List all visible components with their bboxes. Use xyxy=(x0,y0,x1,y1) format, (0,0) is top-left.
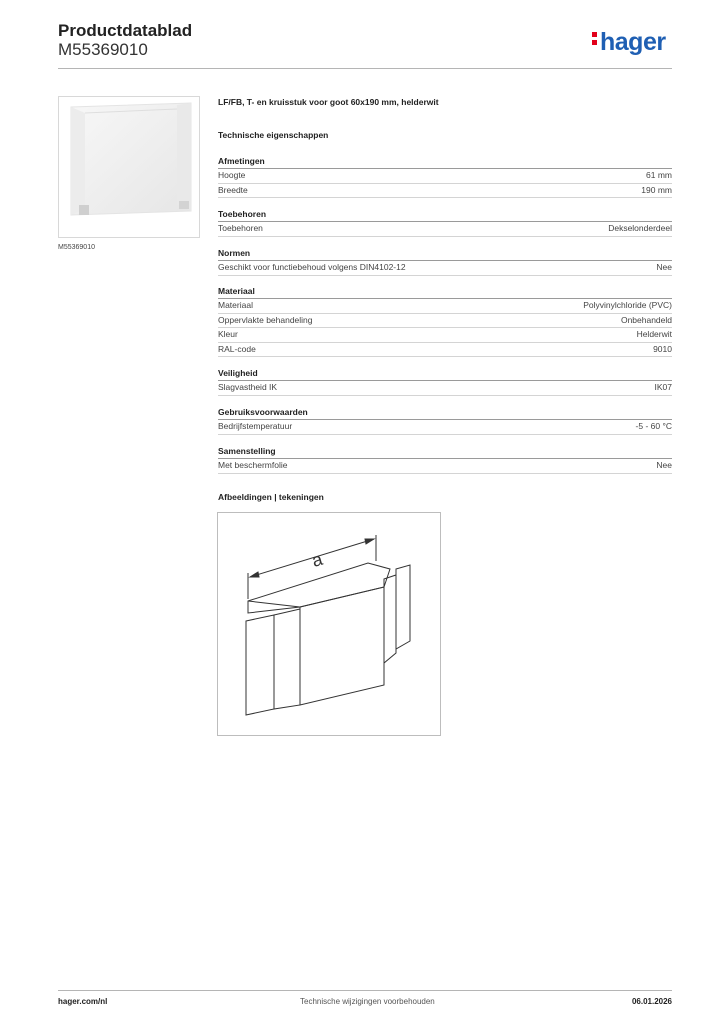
table-row xyxy=(218,328,672,343)
table-row xyxy=(218,459,672,474)
section-heading: Gebruiksvoorwaarden xyxy=(218,407,672,420)
row-value: 9010 xyxy=(653,343,672,354)
section-heading: Veiligheid xyxy=(218,368,672,381)
row-value: IK07 xyxy=(654,382,672,392)
row-value: Nee xyxy=(656,460,672,470)
table-row xyxy=(218,184,672,199)
technical-drawing xyxy=(217,512,441,736)
section-heading: Normen xyxy=(218,248,672,261)
section-heading: Afmetingen xyxy=(218,156,672,169)
tech-properties-title: Technische eigenschappen xyxy=(218,130,329,140)
row-value: Nee xyxy=(656,262,672,272)
table-row xyxy=(218,381,672,396)
article-number: M55369010 xyxy=(58,40,148,59)
section-toebehoren xyxy=(218,209,672,237)
row-value: Polyvinylchloride (PVC) xyxy=(583,300,672,310)
product-title: LF/FB, T- en kruisstuk voor goot 60x190 mm, helderwit xyxy=(218,97,439,107)
row-value: Dekselonderdeel xyxy=(608,223,672,233)
table-row xyxy=(218,314,672,329)
footer-divider xyxy=(58,990,672,991)
row-label: Met beschermfolie xyxy=(218,460,288,470)
section-gebruiksvoorwaarden xyxy=(218,407,672,435)
table-row xyxy=(218,222,672,237)
row-label: Slagvastheid IK xyxy=(218,382,278,392)
row-label: Materiaal xyxy=(218,300,253,310)
row-label: Breedte xyxy=(218,184,248,195)
footer-disclaimer: Technische wijzigingen voorbehouden xyxy=(300,997,435,1006)
technical-drawing-image xyxy=(218,513,440,735)
table-row xyxy=(218,261,672,276)
product-photo xyxy=(58,96,200,238)
product-photo-image xyxy=(59,97,199,237)
row-label: Hoogte xyxy=(218,170,246,180)
table-row xyxy=(218,343,672,358)
dimension-label: a xyxy=(309,548,325,571)
row-value: 190 mm xyxy=(641,184,672,195)
header-divider xyxy=(58,68,672,69)
row-label: Bedrijfstemperatuur xyxy=(218,421,293,431)
row-label: Kleur xyxy=(218,329,238,339)
section-normen xyxy=(218,248,672,276)
drawings-title: Afbeeldingen | tekeningen xyxy=(218,492,324,502)
row-value: Onbehandeld xyxy=(620,314,672,325)
section-heading: Samenstelling xyxy=(218,446,672,459)
footer-website-link[interactable]: hager.com/nl xyxy=(58,997,108,1006)
row-value: -5 - 60 °C xyxy=(635,421,672,431)
row-label: Geschikt voor functiebehoud volgens DIN4102-12 xyxy=(218,262,406,272)
table-row xyxy=(218,299,672,314)
section-materiaal xyxy=(218,286,672,357)
section-afmetingen xyxy=(218,156,672,198)
table-row xyxy=(218,169,672,184)
logo-colon-icon xyxy=(592,29,598,48)
row-label: RAL-code xyxy=(218,343,256,354)
section-heading: Materiaal xyxy=(218,286,672,299)
footer-date: 06.01.2026 xyxy=(631,997,672,1006)
hager-logo xyxy=(592,28,666,57)
logo-text: hager xyxy=(600,28,666,56)
table-row xyxy=(218,420,672,435)
row-label: Toebehoren xyxy=(218,223,263,233)
section-veiligheid xyxy=(218,368,672,396)
page-title: Productdatablad xyxy=(58,21,193,40)
row-value: Helderwit xyxy=(636,329,672,339)
section-samenstelling xyxy=(218,446,672,474)
row-label: Oppervlakte behandeling xyxy=(218,314,313,325)
section-heading: Toebehoren xyxy=(218,209,672,222)
row-value: 61 mm xyxy=(646,170,672,180)
photo-caption: M55369010 xyxy=(58,244,95,251)
